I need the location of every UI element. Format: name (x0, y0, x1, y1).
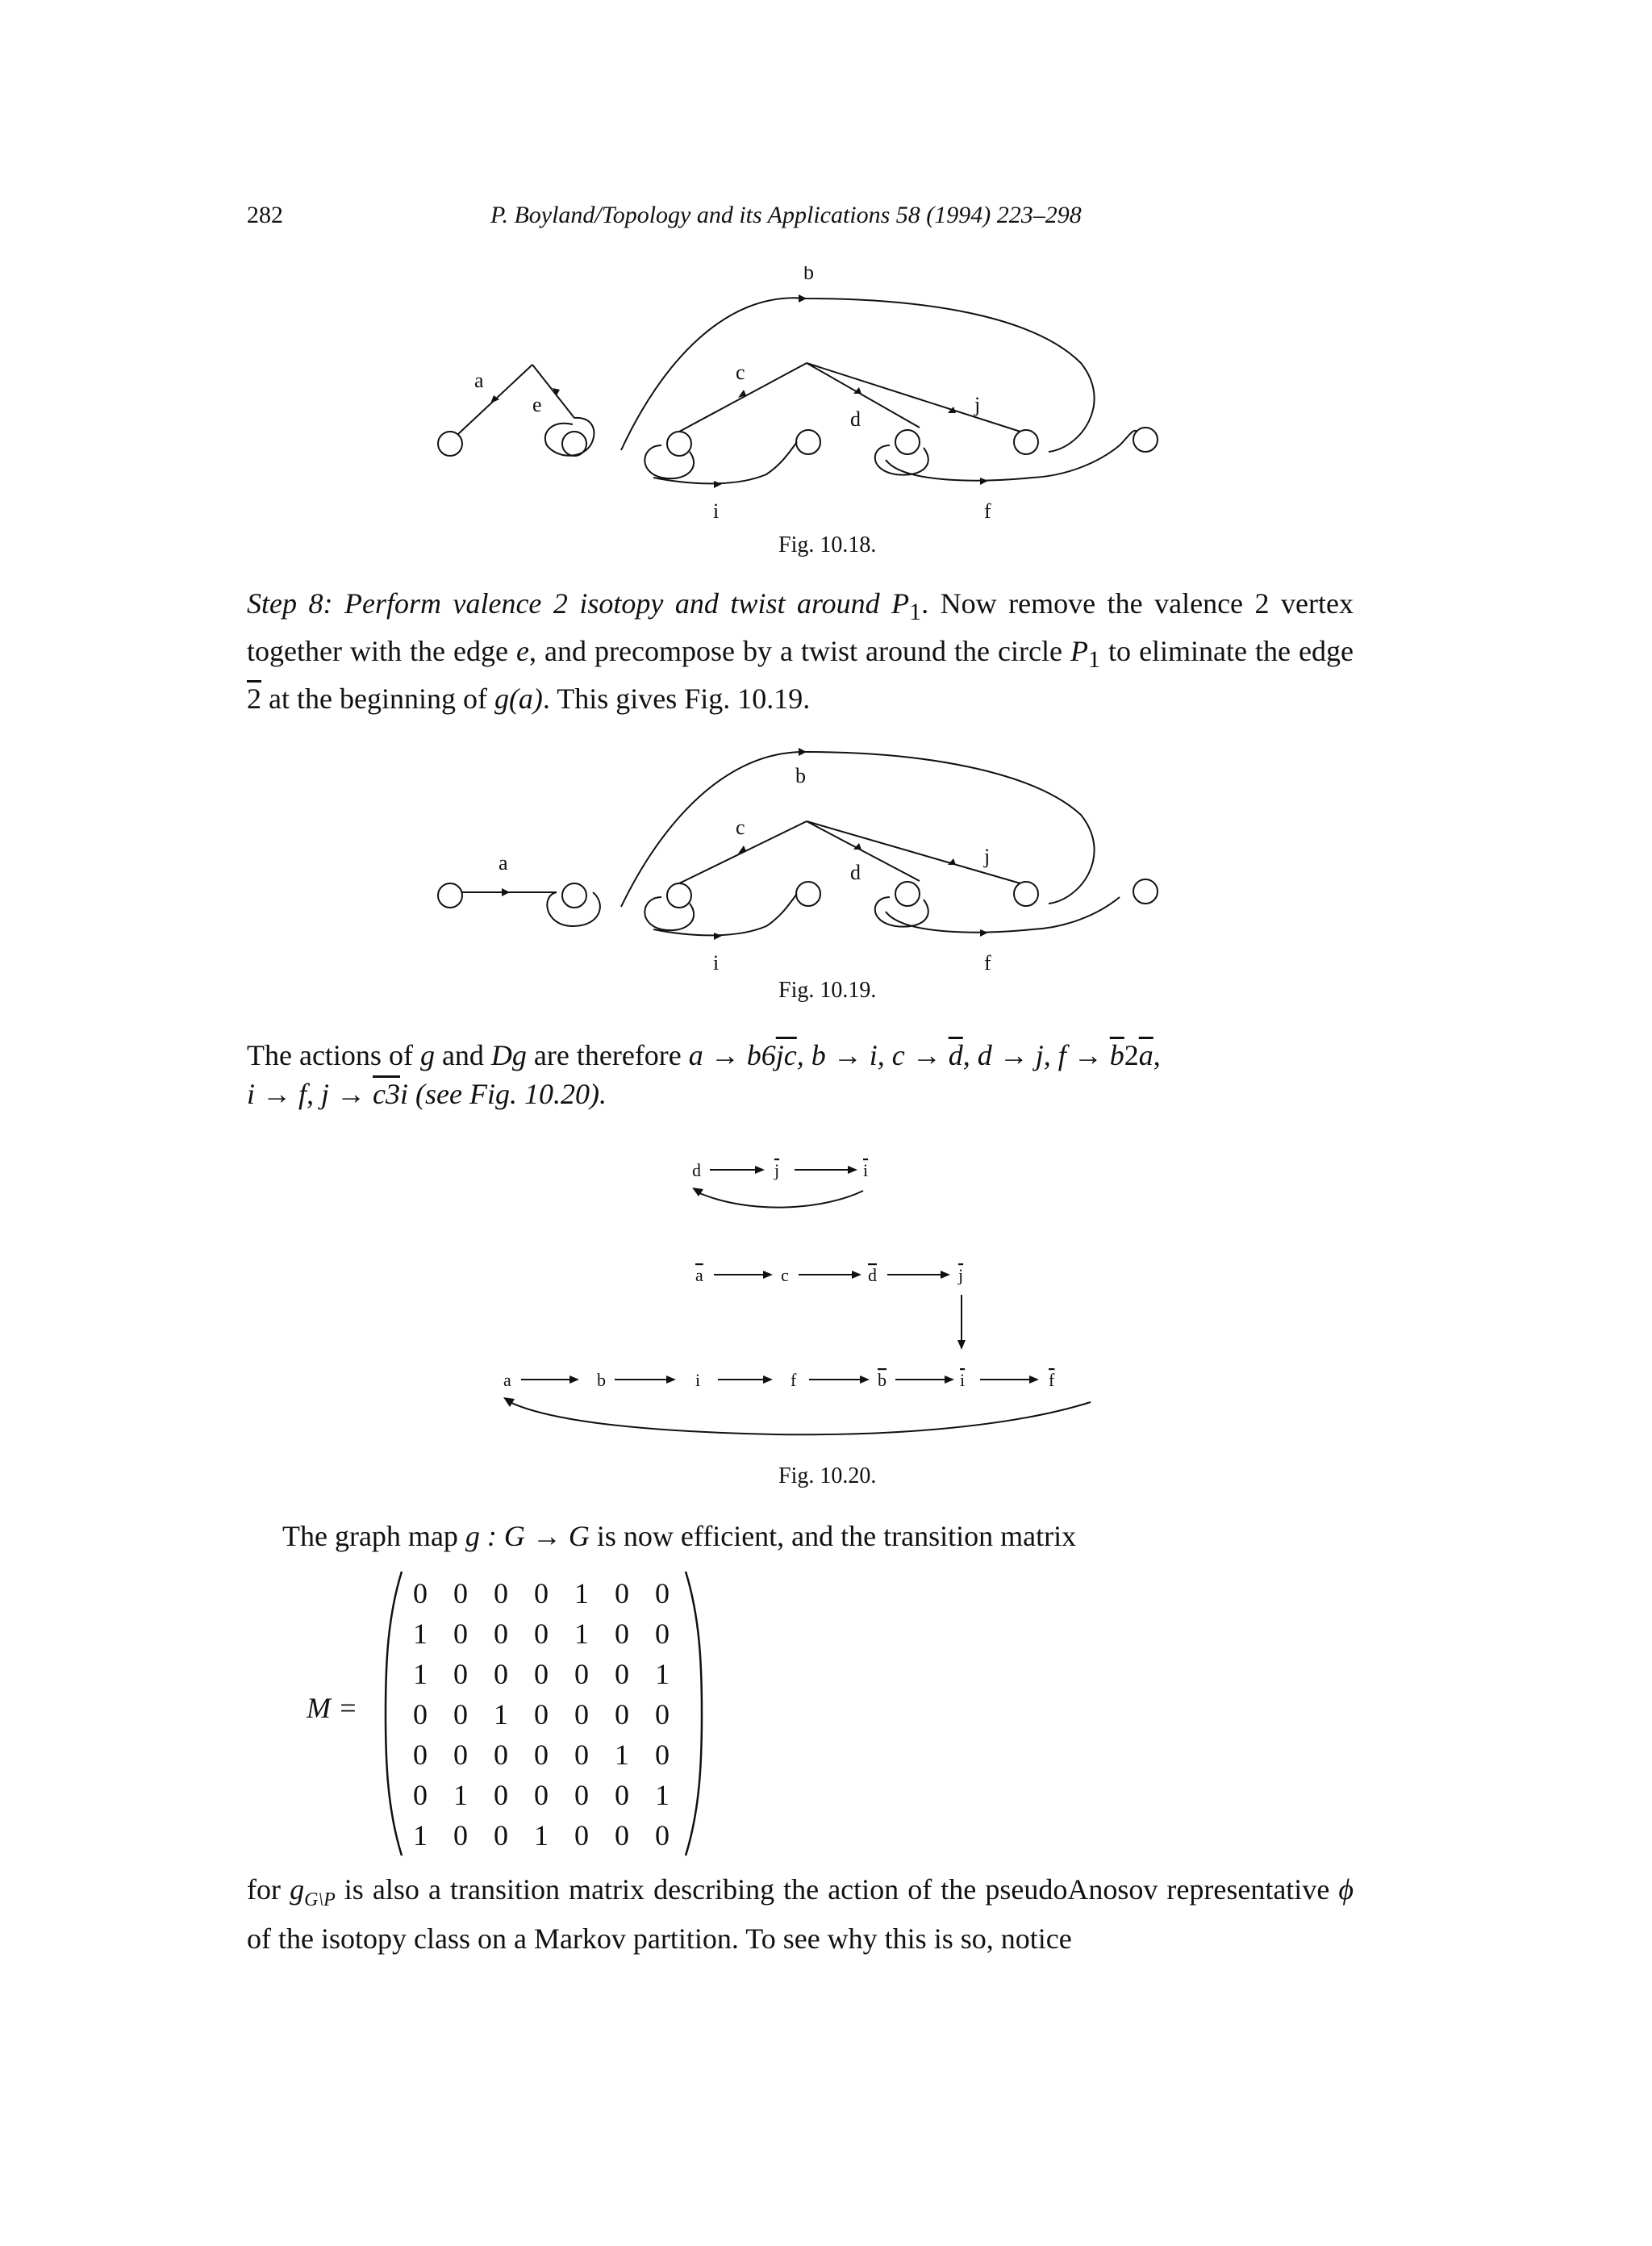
step8-ga: g(a) (494, 683, 543, 716)
actions-therefore: are therefore (526, 1039, 689, 1071)
arrow-j (948, 407, 956, 413)
matrix-cell: 0 (453, 1658, 468, 1690)
arrow-f (980, 478, 988, 485)
matrix-cell: 1 (655, 1658, 670, 1690)
matrix-label: M = (307, 1692, 358, 1724)
step8-P-sub: 1 (1088, 646, 1101, 674)
matrix-cell: 0 (494, 1779, 508, 1811)
arrow-i (714, 481, 722, 488)
arrow-b (799, 294, 807, 303)
step8-text-2: , and precompose by a twist around the circle (528, 635, 1071, 668)
right-paren (684, 1570, 707, 1857)
edge-d (807, 363, 920, 428)
step8-title: Step 8: Perform valence 2 isotopy and twist around P (247, 587, 910, 620)
matrix-cell: 0 (574, 1658, 589, 1690)
graph-map-map: g : G → G (465, 1520, 590, 1552)
label-c: c (736, 816, 745, 839)
vertex-circle (895, 882, 920, 906)
matrix-cell: 0 (534, 1618, 549, 1650)
figure-10-20 (484, 1146, 1113, 1452)
actions-lead: The actions of (247, 1039, 420, 1071)
arrow-i (714, 933, 722, 940)
vertex-circle (796, 430, 820, 454)
caption-fig-10-18: Fig. 10.18. (778, 532, 877, 557)
figure-10-18 (419, 266, 1194, 524)
closing-g: g (290, 1873, 305, 1906)
edge-f (886, 445, 1120, 481)
graph-map-paragraph (282, 1517, 1331, 1555)
matrix-cell: 0 (615, 1618, 629, 1650)
vertex-circle (667, 432, 691, 456)
running-head: P. Boyland/Topology and its Applications 58 (1994) 223–298 (490, 202, 1082, 228)
step8-title-sub: 1 (909, 599, 922, 626)
label-j: j (984, 845, 991, 868)
matrix-grid (400, 1573, 682, 1856)
matrix-cell: 1 (413, 1658, 428, 1690)
node-i-bar: i (863, 1160, 869, 1180)
matrix-cell: 0 (655, 1577, 670, 1609)
node-d: d (692, 1160, 701, 1180)
label-f: f (984, 951, 991, 975)
node-c: c (781, 1265, 789, 1285)
matrix-cell: 0 (494, 1739, 508, 1771)
actions-m3-bar-2: $\overline{a}$ (1138, 1039, 1153, 1071)
matrix-cell: 0 (574, 1739, 589, 1771)
matrix-cell: 0 (615, 1819, 629, 1851)
label-a: a (499, 851, 508, 875)
label-d: d (850, 407, 861, 431)
closing-text-1: is also a transition matrix describing the action of the pseudoAnosov representative (335, 1873, 1339, 1906)
arrowhead (852, 1271, 861, 1279)
matrix-cell: 0 (494, 1577, 508, 1609)
arrowhead (957, 1340, 966, 1350)
actions-m1-bar: $\overline{jc}$ (775, 1039, 797, 1071)
node-f: f (791, 1370, 797, 1390)
actions-m3: , d → j, f → (962, 1039, 1110, 1071)
actions-m2-bar: $\overline{d}$ (948, 1039, 963, 1071)
arrow-a (502, 888, 510, 896)
loop-a (547, 892, 600, 926)
vertex-circle (1014, 430, 1038, 454)
arrowhead (941, 1271, 950, 1279)
arrow-f (980, 929, 988, 937)
node-j-bar: j (958, 1265, 964, 1285)
matrix-cell: 0 (534, 1779, 549, 1811)
matrix-cell: 0 (494, 1658, 508, 1690)
arrowhead (763, 1271, 773, 1279)
matrix-cell: 1 (574, 1577, 589, 1609)
vertex-circle (1133, 879, 1158, 904)
arrowhead (1029, 1376, 1039, 1384)
arrowhead (848, 1166, 857, 1174)
matrix-cell: 0 (655, 1698, 670, 1730)
matrix-cell: 0 (615, 1698, 629, 1730)
matrix-cell: 1 (413, 1618, 428, 1650)
step8-text-1: . Now remove the valence 2 vertex together with the edge (247, 587, 1354, 668)
actions-m3-mid: 2 (1124, 1039, 1139, 1071)
matrix-cell: 1 (453, 1779, 468, 1811)
graph-map-text-2: is now efficient, and the transition matrix (589, 1520, 1077, 1552)
vertex-circle (562, 432, 586, 456)
actions-line2-a: i → f, j → (247, 1078, 373, 1110)
label-c: c (736, 361, 745, 384)
vertex-circle (895, 430, 920, 454)
node-i: i (695, 1370, 701, 1390)
label-f: f (984, 499, 991, 523)
matrix-cell: 0 (655, 1739, 670, 1771)
actions-line2-bar: c3 (373, 1078, 400, 1110)
step8-P: P (1070, 635, 1089, 668)
edge-j (807, 363, 1020, 432)
graph-map-text-1: The graph map (282, 1520, 465, 1552)
arrowhead (569, 1376, 579, 1384)
label-b: b (795, 764, 806, 787)
vertex-circle (1014, 882, 1038, 906)
node-f-bar: f (1049, 1370, 1055, 1390)
matrix-cell: 1 (574, 1618, 589, 1650)
closing-sub: G\P (304, 1889, 336, 1911)
arrow-c (738, 845, 746, 854)
matrix-cell: 0 (413, 1577, 428, 1609)
closing-for: for (247, 1873, 290, 1906)
matrix-cell: 0 (453, 1577, 468, 1609)
arrowhead (763, 1376, 773, 1384)
matrix-cell: 0 (534, 1577, 549, 1609)
step8-text-5: . This gives Fig. 10.19. (542, 683, 811, 716)
matrix-cell: 0 (453, 1739, 468, 1771)
matrix-cell: 0 (494, 1618, 508, 1650)
figure-10-19 (419, 734, 1194, 976)
arrowhead (692, 1188, 703, 1196)
actions-m1: a → b6 (688, 1039, 776, 1071)
vertex-circle (667, 883, 691, 908)
caption-fig-10-20: Fig. 10.20. (778, 1463, 877, 1488)
caption-fig-10-19: Fig. 10.19. (778, 978, 877, 1003)
node-i-bar: i (960, 1370, 966, 1390)
actions-m3-bar-1: $\overline{b}$ (1109, 1039, 1124, 1071)
matrix-cell: 1 (655, 1779, 670, 1811)
arrowhead (666, 1376, 676, 1384)
actions-Dg: Dg (490, 1039, 527, 1071)
matrix-cell: 0 (413, 1698, 428, 1730)
matrix-cell: 1 (494, 1698, 508, 1730)
node-d-bar: d (868, 1265, 877, 1285)
step8-text-3: to eliminate the edge (1100, 635, 1354, 668)
step8-e: e (516, 635, 529, 668)
matrix-cell: 0 (453, 1819, 468, 1851)
matrix-cell: 0 (413, 1739, 428, 1771)
arrowhead (945, 1376, 954, 1384)
matrix-cell: 0 (574, 1698, 589, 1730)
arrowhead (860, 1376, 870, 1384)
matrix-cell: 1 (413, 1819, 428, 1851)
node-a-bar: a (695, 1265, 703, 1285)
actions-paragraph (247, 1036, 1354, 1113)
closing-text-2: of the isotopy class on a Markov partition. To see why this is so, notice (247, 1922, 1072, 1956)
closing-phi: ϕ (1338, 1873, 1354, 1906)
step8-paragraph (247, 584, 1354, 718)
loop-e (545, 418, 594, 456)
arrowhead (755, 1166, 765, 1174)
arrowhead (503, 1397, 515, 1407)
node-a: a (503, 1370, 511, 1390)
step8-two-bar: 2 (247, 683, 261, 716)
return-curve (698, 1191, 863, 1208)
vertex-circle (562, 883, 586, 908)
actions-line2-b: i (see Fig. 10.20). (400, 1078, 607, 1110)
matrix-cell: 0 (534, 1698, 549, 1730)
label-j: j (974, 393, 981, 416)
vertex-circle (438, 883, 462, 908)
actions-g: g (419, 1039, 435, 1071)
label-i: i (713, 499, 720, 523)
vertex-circle (438, 432, 462, 456)
page-number: 282 (247, 202, 283, 228)
matrix-cell: 0 (534, 1739, 549, 1771)
step8-text-4: at the beginning of (261, 683, 494, 716)
matrix-cell: 1 (615, 1739, 629, 1771)
matrix-body (381, 1570, 707, 1857)
label-e: e (532, 393, 542, 416)
matrix-cell: 0 (615, 1577, 629, 1609)
matrix-cell: 1 (534, 1819, 549, 1851)
node-b-bar: b (878, 1370, 886, 1390)
matrix-cell: 0 (413, 1779, 428, 1811)
actions-and: and (434, 1039, 491, 1071)
matrix-cell: 0 (574, 1819, 589, 1851)
edge-i (653, 442, 797, 483)
edge-i (653, 894, 797, 935)
label-d: d (850, 861, 861, 884)
node-b: b (597, 1370, 606, 1390)
label-b: b (803, 266, 814, 284)
label-i: i (713, 951, 720, 975)
arrow-b (799, 748, 807, 756)
matrix-cell: 0 (534, 1658, 549, 1690)
matrix-cell: 0 (655, 1618, 670, 1650)
node-j-bar: j (774, 1160, 780, 1180)
actions-m2: , b → i, c → (796, 1039, 949, 1071)
edge-f (886, 897, 1120, 933)
arrow-j (948, 858, 956, 865)
transition-matrix (307, 1570, 726, 1857)
edge-d (807, 821, 920, 881)
actions-m4: , (1153, 1039, 1161, 1071)
matrix-cell: 0 (574, 1779, 589, 1811)
vertex-circle (796, 882, 820, 906)
label-a: a (474, 369, 484, 392)
matrix-cell: 0 (453, 1618, 468, 1650)
closing-paragraph (247, 1870, 1354, 1958)
matrix-cell: 0 (655, 1819, 670, 1851)
matrix-cell: 0 (615, 1779, 629, 1811)
return-curve (510, 1402, 1091, 1434)
matrix-cell: 0 (615, 1658, 629, 1690)
matrix-cell: 0 (494, 1819, 508, 1851)
matrix-cell: 0 (453, 1698, 468, 1730)
